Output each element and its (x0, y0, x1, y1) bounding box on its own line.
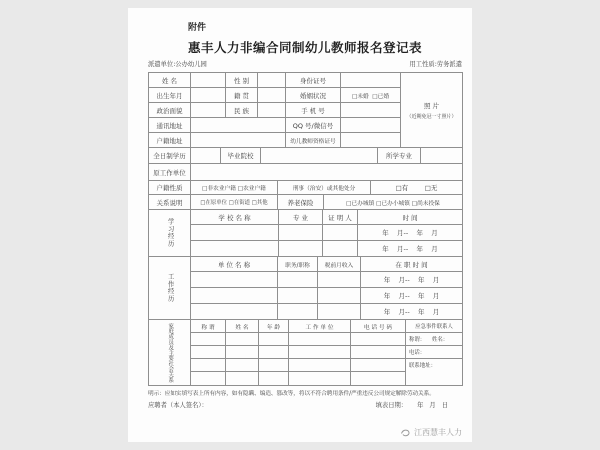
previous-employer-label: 原工作单位 (149, 164, 191, 181)
table-row (149, 133, 401, 148)
work-section (149, 257, 463, 320)
date-label: 填表日期： (375, 402, 408, 409)
study-period-cell: 年 月-- 年 月 (358, 241, 463, 257)
family-section (149, 320, 463, 386)
table-row (149, 118, 401, 133)
native-place-input-cell (258, 88, 286, 103)
teacher-cert-label: 幼儿教师资格证号 (286, 133, 341, 148)
study-section (149, 210, 463, 257)
family-name-cell (226, 333, 259, 346)
photo-note: （近期免冠一寸照片） (406, 113, 457, 120)
footer-note: 明示：应如实填写表上所有内容，如有隐瞒、编造、篡改等，将以不符合聘用条件/严重违反公司规定解除劳动关系。 (148, 391, 435, 397)
signature-line (148, 400, 462, 409)
subheader (148, 59, 462, 68)
form-page (128, 8, 472, 442)
family-relation-cell (191, 333, 226, 346)
work-unit-cell (191, 304, 278, 320)
ethnicity-label: 民 族 (226, 103, 258, 118)
work-position-header: 职务/职称 (278, 257, 318, 272)
relation-checkboxes: □在原单位 □在街道 □其他 (191, 195, 278, 210)
work-unit-header: 单 位 名 称 (191, 257, 278, 272)
family-data-row (191, 346, 406, 359)
study-section-label: 学习经历 (149, 210, 191, 257)
politics-input-cell (191, 103, 226, 118)
work-income-header: 税前月收入 (318, 257, 361, 272)
major-input-cell (421, 148, 463, 164)
address-input-cell (191, 118, 286, 133)
politics-label: 政治面貌 (149, 103, 191, 118)
photo-cell (401, 73, 463, 148)
household-address-input-cell (191, 133, 286, 148)
birth-input-cell (191, 88, 226, 103)
family-name-header: 姓 名 (226, 320, 259, 333)
work-header-row (191, 257, 463, 272)
watermark-text: 江西慧丰人力 (414, 428, 462, 437)
table-row (149, 88, 401, 103)
employment-type-label: 用工性质:劳务派遣 (409, 61, 462, 68)
registration-table (148, 72, 463, 386)
gender-input-cell (258, 73, 286, 88)
table-row (149, 73, 401, 88)
top-block (149, 73, 463, 148)
family-section-label: 家庭成员及主要社会关系 (149, 320, 191, 386)
family-relation-cell (191, 372, 226, 386)
study-major-cell (279, 225, 323, 241)
family-age-cell (259, 346, 289, 359)
study-data-row (191, 241, 463, 257)
table-row (149, 103, 401, 118)
study-school-header: 学 校 名 称 (191, 210, 279, 225)
work-period-cell: 年 月-- 年 月 (361, 288, 463, 304)
name-label: 姓 名 (149, 73, 191, 88)
work-unit-cell (191, 288, 278, 304)
study-time-header: 时 间 (358, 210, 463, 225)
address-label: 通讯地址 (149, 118, 191, 133)
native-place-label: 籍 贯 (226, 88, 258, 103)
family-unit-cell (289, 346, 351, 359)
work-time-header: 在 职 时 间 (361, 257, 463, 272)
study-period-cell: 年 月-- 年 月 (358, 225, 463, 241)
college-label: 毕业院校 (221, 148, 261, 164)
study-reference-header: 证 明 人 (323, 210, 358, 225)
work-data-row (191, 304, 463, 320)
family-phone-cell (351, 372, 406, 386)
previous-employer-input-cell (191, 164, 463, 181)
family-phone-cell (351, 333, 406, 346)
criminal-record-checkboxes: □有 □无 (371, 181, 463, 195)
study-major-cell (279, 241, 323, 257)
qq-wechat-input-cell (341, 118, 401, 133)
family-unit-cell (289, 359, 351, 372)
work-position-cell (278, 304, 318, 320)
dispatch-unit-label: 派遣单位:公办幼儿园 (148, 61, 207, 68)
family-age-header: 年 龄 (259, 320, 289, 333)
criminal-record-label: 刑事（治安）或其他处分 (278, 181, 371, 195)
study-major-header: 专 业 (279, 210, 323, 225)
date-value: 年 月 日 (417, 402, 448, 409)
work-position-cell (278, 288, 318, 304)
education-input-cell (191, 148, 221, 164)
table-row (149, 148, 463, 164)
family-grid (191, 320, 406, 386)
work-section-label: 工作经历 (149, 257, 191, 320)
emergency-contact-header: 应急事件联系人 (406, 320, 463, 333)
table-row (149, 195, 463, 210)
work-data-row (191, 288, 463, 304)
study-grid (191, 210, 463, 257)
watermark-logo-icon (400, 427, 411, 438)
family-unit-header: 工 作 单 位 (289, 320, 351, 333)
work-position-cell (278, 272, 318, 288)
pension-checkboxes: □已办城镇 □已办小城镇 □尚未投保 (324, 195, 463, 210)
college-input-cell (261, 148, 378, 164)
table-row (149, 164, 463, 181)
family-name-cell (226, 372, 259, 386)
attachment-label: 附件 (188, 23, 207, 33)
ethnicity-input-cell (258, 103, 286, 118)
family-data-row (191, 372, 406, 386)
family-relation-cell (191, 359, 226, 372)
family-age-cell (259, 372, 289, 386)
marital-checkboxes: □未婚 □已婚 (341, 88, 401, 103)
family-age-cell (259, 359, 289, 372)
major-label: 所学专业 (378, 148, 421, 164)
teacher-cert-input-cell (341, 133, 401, 148)
applicant-signature-label: 应聘者（本人签名）： (148, 402, 208, 409)
household-type-checkboxes: □非农业户籍 □农业户籍 (191, 181, 278, 195)
work-income-cell (318, 288, 361, 304)
work-period-cell: 年 月-- 年 月 (361, 272, 463, 288)
photo-label: 照 片 (423, 101, 440, 110)
work-data-row (191, 272, 463, 288)
birth-label: 出生年月 (149, 88, 191, 103)
family-phone-cell (351, 359, 406, 372)
family-phone-cell (351, 346, 406, 359)
work-income-cell (318, 272, 361, 288)
qq-wechat-label: QQ 号/微信号 (286, 118, 341, 133)
household-address-label: 户籍地址 (149, 133, 191, 148)
work-unit-cell (191, 272, 278, 288)
work-grid (191, 257, 463, 320)
work-income-cell (318, 304, 361, 320)
emergency-contact-column (406, 320, 463, 386)
id-number-label: 身份证号 (286, 73, 341, 88)
family-name-cell (226, 359, 259, 372)
work-period-cell: 年 月-- 年 月 (361, 304, 463, 320)
date-group (376, 400, 462, 409)
study-school-cell (191, 241, 279, 257)
family-unit-cell (289, 372, 351, 386)
form-title: 惠丰人力非编合同制幼儿教师报名登记表 (187, 40, 422, 55)
family-name-cell (226, 346, 259, 359)
family-data-row (191, 359, 406, 372)
top-left (149, 73, 401, 148)
family-header-row (191, 320, 406, 333)
name-input-cell (191, 73, 226, 88)
family-data-row (191, 333, 406, 346)
table-row (149, 181, 463, 195)
family-age-cell (259, 333, 289, 346)
household-type-label: 户籍性质 (149, 181, 191, 195)
study-reference-cell (323, 225, 358, 241)
emergency-phone-cell: 电话： (406, 346, 463, 359)
study-data-row (191, 225, 463, 241)
education-label: 全日制学历 (149, 148, 191, 164)
gender-label: 性 别 (226, 73, 258, 88)
emergency-relation-name-cell: 称谓： 姓名： (406, 333, 463, 346)
family-unit-cell (289, 333, 351, 346)
emergency-address-cell: 联系地址： (406, 359, 463, 386)
family-relation-header: 称 谓 (191, 320, 226, 333)
watermark (400, 427, 462, 438)
family-phone-header: 电 话 号 码 (351, 320, 406, 333)
study-school-cell (191, 225, 279, 241)
mobile-label: 手 机 号 (286, 103, 341, 118)
family-relation-cell (191, 346, 226, 359)
id-number-input-cell (341, 73, 401, 88)
pension-label: 养老保险 (278, 195, 324, 210)
marital-label: 婚姻状况 (286, 88, 341, 103)
study-header-row (191, 210, 463, 225)
mobile-input-cell (341, 103, 401, 118)
relation-note-label: 关系说明 (149, 195, 191, 210)
study-reference-cell (323, 241, 358, 257)
